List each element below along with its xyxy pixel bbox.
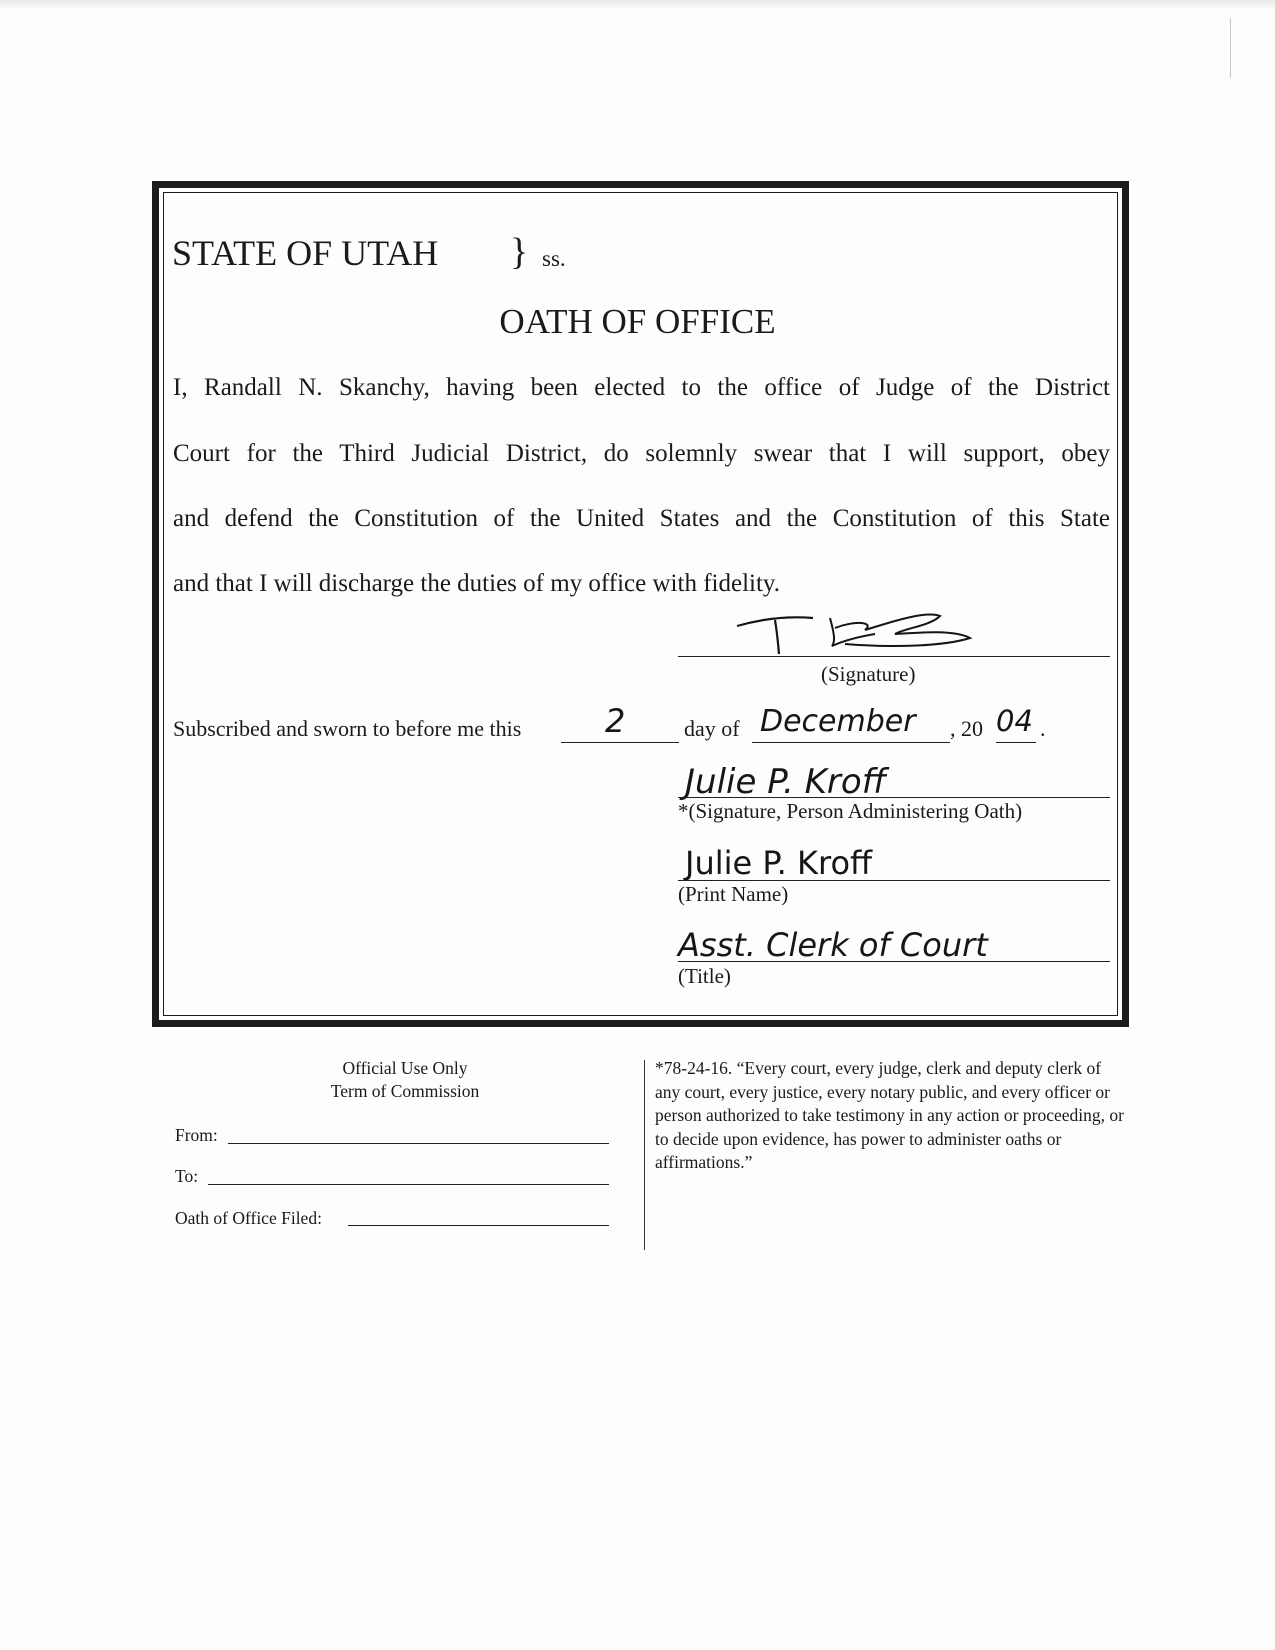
scan-edge [0, 0, 1275, 10]
signature-line [678, 656, 1110, 657]
to-line [208, 1184, 609, 1185]
from-label: From: [175, 1125, 218, 1145]
title-caption: (Title) [678, 964, 731, 988]
print-name-line [678, 880, 1110, 881]
year-value: 04 [996, 704, 1033, 738]
oath-text-line: and that I will discharge the duties of my office with fidelity. [173, 570, 781, 597]
month-value: December [760, 704, 916, 739]
oath-text-line: and defend the Constitution of the United States and the Constitution of this State [173, 505, 1110, 532]
filed-label: Oath of Office Filed: [175, 1208, 322, 1228]
print-name-caption: (Print Name) [678, 882, 789, 906]
oath-text-line: I, Randall N. Skanchy, having been elected to the office of Judge of the District [173, 374, 1110, 401]
signature-caption: (Signature) [821, 662, 916, 686]
day-of-label: day of [684, 716, 740, 741]
statute-text: *78-24-16. “Every court, every judge, clerk and deputy clerk of any court, every justice, every notary public, and every officer or person authorized to take testimony in any action or proceeding, or to decide upon evidence, has power to administer oaths or affirmations.” [655, 1058, 1124, 1172]
administering-signature-line [678, 797, 1110, 798]
official-use-heading: Official Use Only [342, 1058, 468, 1078]
day-line [561, 742, 679, 743]
term-of-commission-heading: Term of Commission [330, 1081, 480, 1101]
state-title: STATE OF UTAH [172, 233, 439, 273]
oath-text-line: Court for the Third Judicial District, do solemnly swear that I will support, obey [173, 440, 1110, 467]
scilicet-label: ss. [542, 246, 566, 271]
oath-heading: OATH OF OFFICE [499, 302, 776, 341]
judge-signature [735, 606, 1015, 666]
footer-divider [644, 1060, 645, 1250]
day-value: 2 [605, 702, 626, 740]
venue-brace: } [510, 231, 529, 273]
sworn-prefix: Subscribed and sworn to before me this [173, 716, 522, 741]
title-line [678, 961, 1110, 962]
year-suffix: . [1040, 716, 1046, 741]
scan-mark [1230, 18, 1231, 78]
from-line [228, 1143, 609, 1144]
year-line [996, 742, 1036, 743]
administering-caption: *(Signature, Person Administering Oath) [678, 799, 1023, 823]
administering-signature: Julie P. Kroff [685, 762, 887, 802]
month-line [752, 742, 950, 743]
title-value: Asst. Clerk of Court [678, 926, 988, 964]
filed-line [348, 1225, 609, 1226]
year-prefix: , 20 [950, 716, 983, 741]
to-label: To: [175, 1166, 199, 1186]
print-name-value: Julie P. Kroff [685, 844, 873, 882]
